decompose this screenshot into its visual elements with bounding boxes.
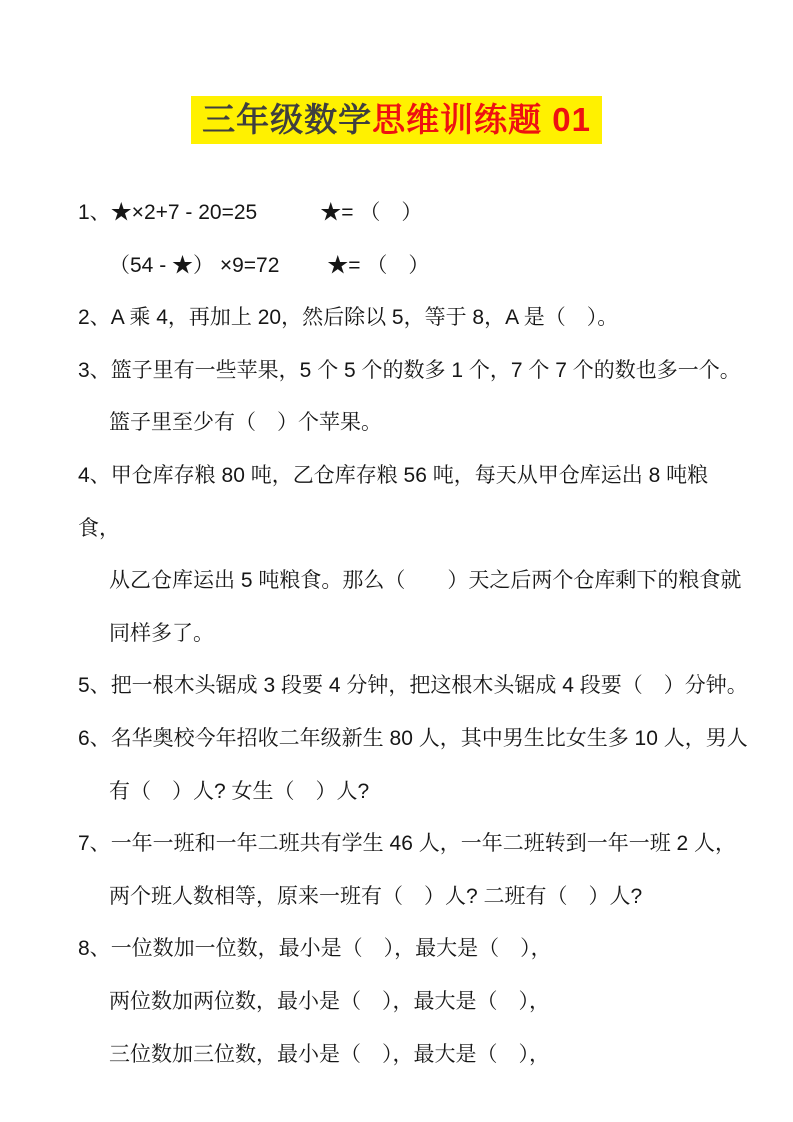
question-line <box>78 923 750 976</box>
question-number: 1、 <box>78 201 111 224</box>
question-text: 一年一班和一年二班共有学生 46 人，一年二班转到一年一班 2 人， <box>110 832 737 856</box>
title-grade-part: 三年级数学 <box>202 101 373 138</box>
question-number: 8、 <box>78 937 111 961</box>
question-1 <box>78 187 750 292</box>
question-text: ★×2+7 - 20=25 ★= （ ） <box>110 201 423 224</box>
question-5 <box>78 660 750 713</box>
question-line: 篮子里至少有（ ）个苹果。 <box>109 411 382 435</box>
question-line: 三位数加三位数，最小是（ ），最大是（ ）， <box>109 1042 550 1066</box>
question-number: 2、 <box>78 306 111 330</box>
question-line <box>78 292 750 345</box>
question-6 <box>78 713 750 818</box>
question-8 <box>78 923 750 1081</box>
question-line: 同样多了。 <box>109 621 214 645</box>
question-text: 一位数加一位数，最小是（ ），最大是（ ）， <box>110 937 552 961</box>
question-text: A 乘 4，再加上 20，然后除以 5，等于 8，A 是（ ）。 <box>110 306 619 330</box>
question-number: 4、 <box>78 463 111 487</box>
question-7 <box>78 818 750 923</box>
page-title <box>191 96 602 144</box>
question-2 <box>78 292 750 345</box>
question-text: 名华奥校今年招收二年级新生 80 人，其中男生比女生多 10 人，男人 <box>110 726 748 750</box>
question-line: 有（ ）人? 女生（ ）人? <box>109 779 370 803</box>
question-text: 篮子里有一些苹果，5 个 5 个的数多 1 个，7 个 7 个的数也多一个。 <box>110 358 741 382</box>
question-text: 甲仓库存粮 80 吨，乙仓库存粮 56 吨，每天从甲仓库运出 8 吨粮食， <box>78 463 709 540</box>
question-list <box>78 187 750 1081</box>
question-line <box>78 818 750 871</box>
question-number: 5、 <box>78 674 111 698</box>
question-line: 从乙仓库运出 5 吨粮食。那么（ ）天之后两个仓库剩下的粮食就 <box>109 569 742 593</box>
question-3 <box>78 345 750 450</box>
question-number: 3、 <box>78 358 111 382</box>
question-line <box>78 187 750 240</box>
question-line <box>78 660 750 713</box>
question-line: （54 - ★） ×9=72 ★= （ ） <box>109 253 430 277</box>
question-text: 把一根木头锯成 3 段要 4 分钟，把这根木头锯成 4 段要（ ）分钟。 <box>110 674 748 698</box>
title-topic-part: 思维训练题 01 <box>372 101 591 138</box>
question-number: 6、 <box>78 726 111 750</box>
question-line <box>78 450 750 555</box>
question-line <box>78 713 750 766</box>
question-line: 两个班人数相等，原来一班有（ ）人? 二班有（ ）人? <box>109 884 643 908</box>
question-line <box>78 345 750 398</box>
title-row <box>0 96 793 144</box>
question-line: 两位数加两位数，最小是（ ），最大是（ ）， <box>109 989 550 1013</box>
question-number: 7、 <box>78 832 111 856</box>
question-4 <box>78 450 750 660</box>
